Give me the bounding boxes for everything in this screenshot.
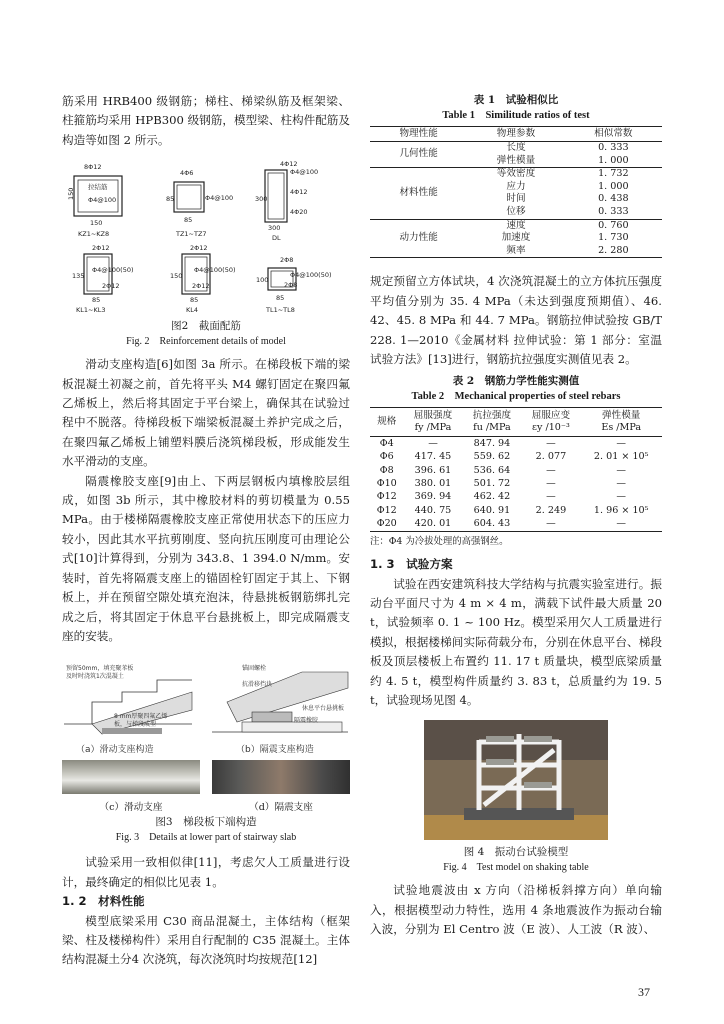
t2-cell: 559. 62 [473, 451, 511, 463]
fig3-label-a: （a）滑动支座构造 [76, 745, 154, 756]
t2-h-es-unit: Es /MPa [601, 422, 642, 434]
table-row [370, 464, 662, 477]
t2-cell: Φ20 [370, 518, 404, 532]
t2-cell: — [616, 464, 626, 476]
l4-top: 2Φ12 [190, 244, 208, 253]
para-plan: 试验在西安建筑科技大学结构与抗震实验室进行。振动台平面尺寸为 4 m × 4 m，满载下试件最大质量 20 t，试验频率 0. 1 ~ 100 Hz。模型采用欠人工质量进行模拟，根据楼梯间实际荷载分布，分别在休息平台、梯段板及顶层楼板上布置约 11. 17 t 质量块，模型底梁质量约 4. 5 t，模型构件质量约 3. 83 t，总质量约为 19. 5 t，试验现场见图 4。 [370, 576, 662, 707]
page-number: 37 [638, 985, 650, 999]
table-row [370, 451, 662, 464]
fig4-caption-en: Fig. 4 Test model on shaking table [443, 862, 589, 874]
t1-group: 动力性能 [370, 219, 467, 258]
t1-h-const: 相似常数 [565, 127, 662, 142]
fig3a-note3: 8 mm厚聚四氟乙烯 [114, 713, 168, 721]
t2-cell: 604. 43 [462, 518, 521, 532]
t2-cell: 369. 94 [414, 491, 452, 503]
t2-h-es [580, 408, 662, 437]
fig3-caption-cn: 图3 梯段板下端构造 [155, 816, 257, 829]
t1-param: 位移 [467, 206, 564, 219]
fig3b-note2: 抗滑移挡块 [242, 681, 273, 689]
t2-cell: — [580, 518, 662, 532]
t2-h-ey-unit: εy /10⁻³ [532, 422, 570, 434]
t2-h-ey-label: 屈服应变 [531, 410, 571, 422]
fig3-label-b: （b）隔震支座构造 [236, 745, 314, 756]
table2-title-en: Table 2 Mechanical properties of steel rebars [411, 391, 621, 403]
left-column [62, 92, 350, 970]
t1-value: 0. 760 [598, 219, 629, 231]
t1-param: 长度 [506, 142, 526, 153]
t2-h-spec: 规格 [370, 408, 404, 437]
kl-stirrup: Φ4@100(50) [92, 266, 134, 275]
kz-h: 150 [67, 187, 75, 201]
fig3-label-d: （d）隔震支座 [249, 802, 313, 814]
table-1 [370, 126, 662, 258]
tl-name: TL1~TL8 [266, 306, 295, 315]
figure-4 [424, 720, 608, 840]
dl-mid: 4Φ12 [290, 188, 308, 197]
t1-group: 几何性能 [370, 142, 467, 168]
t1-value: 1. 000 [598, 180, 629, 192]
t2-h-ey [521, 408, 580, 437]
fig3c-photo [62, 760, 200, 794]
fig2-drawing [62, 156, 350, 316]
t2-cell: Φ10 [376, 477, 397, 489]
t1-value: 1. 732 [598, 168, 629, 180]
kz-stirrup: Φ4@100 [88, 196, 117, 205]
fig3-drawings [62, 662, 350, 758]
t2-cell: 462. 42 [473, 491, 511, 503]
dl-h: 300 [255, 195, 268, 204]
tz-stirrup: Φ4@100 [205, 194, 234, 203]
t1-param: 等效密度 [496, 168, 536, 180]
table-row [370, 504, 662, 517]
right-column [370, 92, 662, 940]
t2-h-es-label: 弹性模量 [602, 410, 641, 422]
table-2 [370, 407, 662, 532]
t2-cell: Φ8 [379, 464, 394, 476]
para-sim: 试验采用一致相似律[11]，考虑欠人工质量进行设计，最终确定的相似比见表 1。 [62, 855, 350, 889]
t1-param: 加速度 [501, 232, 531, 244]
fig4-caption-cn: 图 4 振动台试验模型 [463, 846, 569, 859]
t2-cell: 396. 61 [414, 464, 452, 476]
t2-cell: 2. 249 [535, 504, 567, 516]
table-row [370, 518, 662, 532]
figure-2 [62, 156, 350, 316]
tz-h: 85 [166, 195, 175, 204]
t2-cell: Φ4 [379, 437, 394, 449]
l4-h: 150 [170, 272, 183, 281]
kl-w: 85 [92, 296, 101, 305]
t2-cell: — [546, 464, 556, 476]
t2-cell: 2. 01 × 10⁵ [593, 451, 649, 463]
heading-1-3: 1. 3 试验方案 [370, 557, 453, 572]
t1-h-prop: 物理性能 [370, 127, 467, 142]
t1-value: 0. 438 [598, 193, 629, 205]
t1-param: 应力 [506, 180, 526, 192]
kl-top: 2Φ12 [92, 244, 110, 253]
l4-w: 85 [190, 296, 199, 305]
t2-h-fy [404, 408, 463, 437]
t1-value: 0. 333 [598, 142, 629, 153]
figure-3 [62, 662, 350, 812]
fig3-label-c: （c）滑动支座 [99, 802, 163, 814]
t2-cell: 501. 72 [473, 477, 511, 489]
tz-top: 4Φ6 [180, 169, 194, 178]
table1-title-cn: 表 1 试验相似比 [473, 94, 559, 106]
kz-w: 150 [90, 219, 103, 228]
fig3d-photo [212, 760, 350, 794]
dl-top: 4Φ12 [280, 160, 298, 169]
t2-cell: 640. 91 [473, 504, 511, 516]
l4-stirrup: Φ4@100(50) [194, 266, 236, 275]
t2-cell: 1. 96 × 10⁵ [593, 504, 649, 516]
tl-w: 85 [276, 294, 285, 303]
para-mat: 模型底梁采用 C30 商品混凝土，主体结构（框架梁、柱及楼梯构件）采用自行配制的 C35 混凝土。主体结构混凝土分4 次浇筑，每次浇筑时均按规范[12] [62, 913, 350, 967]
fig3b-note4: 隔震橡胶 [294, 717, 319, 725]
fig3-caption-en: Fig. 3 Details at lower part of stairway slab [115, 832, 297, 844]
kl-name: KL1~KL3 [76, 306, 106, 315]
t2-cell: Φ12 [376, 504, 397, 516]
tl-bot: 2Φ8 [284, 281, 298, 290]
kz-ring: 拉结筋 [88, 183, 108, 192]
dl-s1: Φ4@100 [290, 168, 319, 177]
para-slide: 滑动支座构造[6]如图 3a 所示。在梯段板下端的梁板混凝土初凝之前，首先将平头 M4 螺钉固定在聚四氟乙烯板上，然后将其固定于平台梁上，确保其在试验过程中不脱落。待梯段板下端梁板混凝土养护完成之后，在聚四氟乙烯板上铺塑料膜后浇筑梯段板，形成能发生水平滑动的支座。 [62, 357, 350, 469]
t1-param: 弹性模量 [467, 155, 564, 168]
dl-w: 300 [268, 224, 281, 233]
table2-title-cn: 表 2 钢筋力学性能实测值 [452, 375, 580, 388]
t2-h-fu [462, 408, 521, 437]
t1-h-param: 物理参数 [467, 127, 564, 142]
tz-w: 85 [184, 216, 193, 225]
tl-top: 2Φ8 [280, 256, 294, 265]
kl-bot: 2Φ12 [102, 282, 120, 291]
t1-value: 1. 730 [598, 232, 629, 244]
t2-cell: 440. 75 [414, 504, 452, 516]
kz-name: KZ1~KZ8 [78, 230, 110, 239]
t2-cell: Φ6 [379, 451, 394, 463]
tz-name: TZ1~TZ7 [176, 230, 207, 239]
t2-cell: 417. 45 [414, 451, 452, 463]
t2-cell: — [546, 437, 556, 449]
t2-h-fu-unit: fu /MPa [473, 422, 511, 434]
kl-h: 135 [72, 272, 85, 281]
tl-stirrup: Φ4@100(50) [290, 271, 332, 280]
dl-bot: 4Φ20 [290, 208, 308, 217]
dl-name: DL [272, 234, 281, 243]
fig3a-note2: 及时时浇筑1次混凝土 [66, 673, 124, 681]
para-wave: 试验地震波由 x 方向（沿梯板斜撑方向）单向输入，根据模型动力特性，选用 4 条地震波作为振动台输入波，分别为 El Centro 波（E 波）、人工波（R 波）、 [370, 883, 662, 937]
fig2-caption-cn: 图2 截面配筋 [171, 320, 241, 333]
tl-h: 100 [256, 276, 269, 285]
t1-value: 2. 280 [565, 245, 662, 258]
t2-cell: — [616, 491, 626, 503]
t1-param: 速度 [506, 219, 526, 231]
t2-cell: — [521, 518, 580, 532]
t1-param: 时间 [506, 193, 526, 205]
fig3b-note1: 锚固螺栓 [242, 665, 267, 673]
t1-value: 1. 000 [565, 155, 662, 168]
l4-bot: 2Φ12 [192, 282, 210, 291]
t2-h-fy-unit: fy /MPa [414, 422, 452, 434]
table-row [370, 478, 662, 491]
t2-cell: 2. 077 [535, 451, 567, 463]
fig3a-note1: 预留50mm，填充聚苯板 [66, 665, 134, 673]
t2-cell: 847. 94 [473, 437, 511, 449]
heading-1-2: 1. 2 材料性能 [62, 894, 145, 909]
para-intro: 筋采用 HRB400 级钢筋；梯柱、梯梁纵筋及框架梁、柱箍筋均采用 HPB300 级钢筋，模型梁、柱构件配筋及构造等如图 2 所示。 [62, 94, 350, 147]
table-row [370, 437, 662, 451]
para-iso: 隔震橡胶支座[9]由上、下两层钢板内填橡胶层组成，如图 3b 所示，其中橡胶材料的剪切模量为 0.55 MPa。由于楼梯隔震橡胶支座正常使用状态下的压应力较小，因此其水平抗剪刚度、竖向抗压刚度可由理论公式[10]计算得到，分别为 343.8、1 394.0 N/mm。安装时，首先将隔震支座上的锚固栓钉固定于其上、下钢板上，并在预留空隙处填充泡沫，待悬挑板钢筋绑扎完成之后，将其固定于休息平台悬挑板上，即完成隔震支座的安装。 [62, 473, 350, 643]
fig2-caption-en: Fig. 2 Reinforcement details of model [126, 336, 286, 348]
t2-cell: — [546, 477, 556, 489]
fig4-photo [424, 720, 608, 840]
table-row [370, 491, 662, 504]
t2-h-fy-label: 屈服强度 [413, 410, 453, 422]
t1-group: 材料性能 [370, 168, 467, 219]
t2-cell: Φ12 [376, 491, 397, 503]
t2-cell: 536. 64 [473, 464, 511, 476]
fig3b-note3: 休息平台悬挑板 [302, 705, 345, 713]
t2-cell: — [546, 491, 556, 503]
t2-h-fu-label: 抗拉强度 [472, 410, 512, 422]
t2-cell: — [616, 437, 626, 449]
table1-title-en: Table 1 Similitude ratios of test [442, 110, 590, 121]
para-cube: 规定预留立方体试块，4 次浇筑混凝土的立方体抗压强度平均值分别为 35. 4 MPa（未达到强度预期值）、46. 42、45. 8 MPa 和 44. 7 MPa。钢筋拉伸试验按 GB/T 228. 1—2010《金属材料 拉伸试验：第 1 部分：室温试验方法》[13]进行，钢筋抗拉强度实测值见表 2。 [370, 274, 662, 366]
t2-cell: — [616, 477, 626, 489]
table2-note: 注：Φ4 为冷拔处理的高强钢丝。 [370, 536, 509, 548]
t2-cell: — [428, 437, 438, 449]
t2-cell: 380. 01 [414, 477, 452, 489]
l4-name: KL4 [186, 306, 199, 315]
t1-value: 0. 333 [565, 206, 662, 219]
t1-param: 频率 [467, 245, 564, 258]
t2-cell: 420. 01 [404, 518, 463, 532]
fig3a-note4: 板，与梯段成型 [114, 721, 157, 729]
kz-top: 8Φ12 [84, 163, 102, 172]
